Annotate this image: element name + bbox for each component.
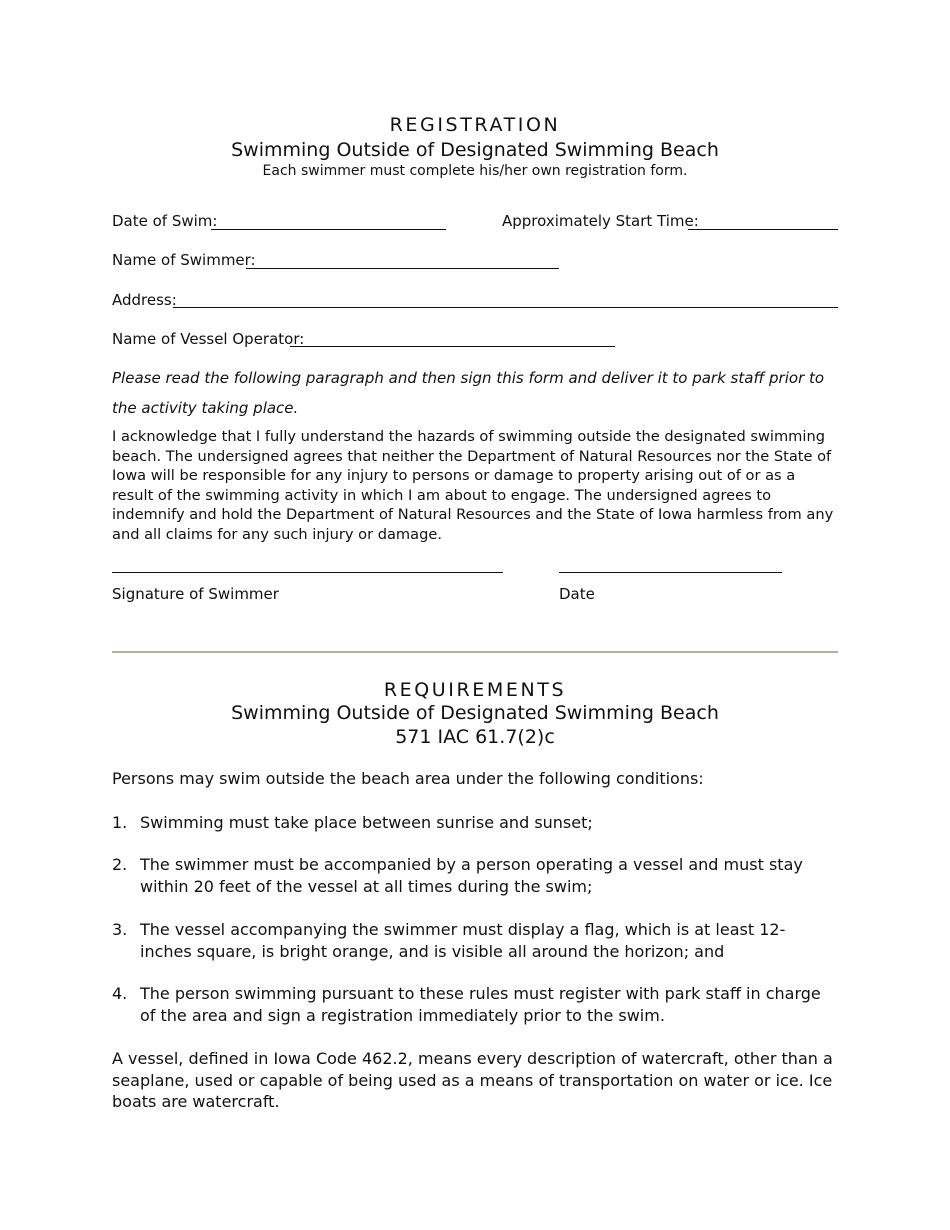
requirement-text: The person swimming pursuant to these rules must register with park staff in charge of the area and sign a registration immediately prior to the swim. <box>140 984 821 1025</box>
acknowledgment-paragraph: I acknowledge that I fully understand the hazards of swimming outside the designated swimming beach. The undersigned agrees that neither the Department of Natural Resources nor the State of Iowa will be responsible for any injury to persons or damage to property arising out of or as a result of the swimming activity in which I am about to engage. The undersigned agrees to indemnify and hold the Department of Natural Resources and the State of Iowa harmless from any and all claims for any such injury or damage. <box>112 428 834 543</box>
section-divider <box>112 651 838 653</box>
registration-title: REGISTRATION <box>389 114 561 136</box>
requirement-number: 2. <box>112 855 128 874</box>
requirements-subtitle: Swimming Outside of Designated Swimming Beach <box>231 702 719 724</box>
vessel-operator-field[interactable] <box>290 346 615 347</box>
requirement-text: The vessel accompanying the swimmer must display a flag, which is at least 12-inches square, is bright orange, and is visible all around the horizon; and <box>140 920 786 961</box>
instruction-text: Please read the following paragraph and then sign this form and deliver it to park staff prior to the activity taking place. <box>112 369 825 417</box>
registration-subtitle: Swimming Outside of Designated Swimming Beach <box>231 139 719 161</box>
requirement-text: The swimmer must be accompanied by a person operating a vessel and must stay within 20 feet of the vessel at all times during the swim; <box>140 855 803 896</box>
address-field[interactable] <box>173 307 838 308</box>
start-time-label: Approximately Start Time: <box>502 212 699 230</box>
vessel-operator-label: Name of Vessel Operator: <box>112 330 305 348</box>
name-of-swimmer-label: Name of Swimmer: <box>112 251 256 269</box>
requirement-number: 3. <box>112 920 128 939</box>
date-of-swim-label: Date of Swim: <box>112 212 218 230</box>
requirements-code: 571 IAC 61.7(2)c <box>395 726 555 748</box>
address-label: Address: <box>112 291 177 309</box>
requirements-intro: Persons may swim outside the beach area under the following conditions: <box>112 769 704 788</box>
requirements-title: REQUIREMENTS <box>383 679 567 701</box>
start-time-field[interactable] <box>688 229 838 230</box>
requirement-number: 1. <box>112 813 128 832</box>
requirement-text: Swimming must take place between sunrise and sunset; <box>140 813 593 832</box>
signature-line[interactable] <box>112 572 503 573</box>
date-of-swim-field[interactable] <box>211 229 446 230</box>
signature-date-label: Date <box>559 585 595 603</box>
registration-note: Each swimmer must complete his/her own registration form. <box>262 163 688 179</box>
signature-date-line[interactable] <box>559 572 782 573</box>
signature-of-swimmer-label: Signature of Swimmer <box>112 585 279 603</box>
vessel-definition: A vessel, defined in Iowa Code 462.2, means every description of watercraft, other than a seaplane, used or capable of being used as a means of transportation on water or ice. Ice boats are watercraft. <box>112 1049 833 1111</box>
requirement-number: 4. <box>112 984 128 1003</box>
name-of-swimmer-field[interactable] <box>246 268 559 269</box>
